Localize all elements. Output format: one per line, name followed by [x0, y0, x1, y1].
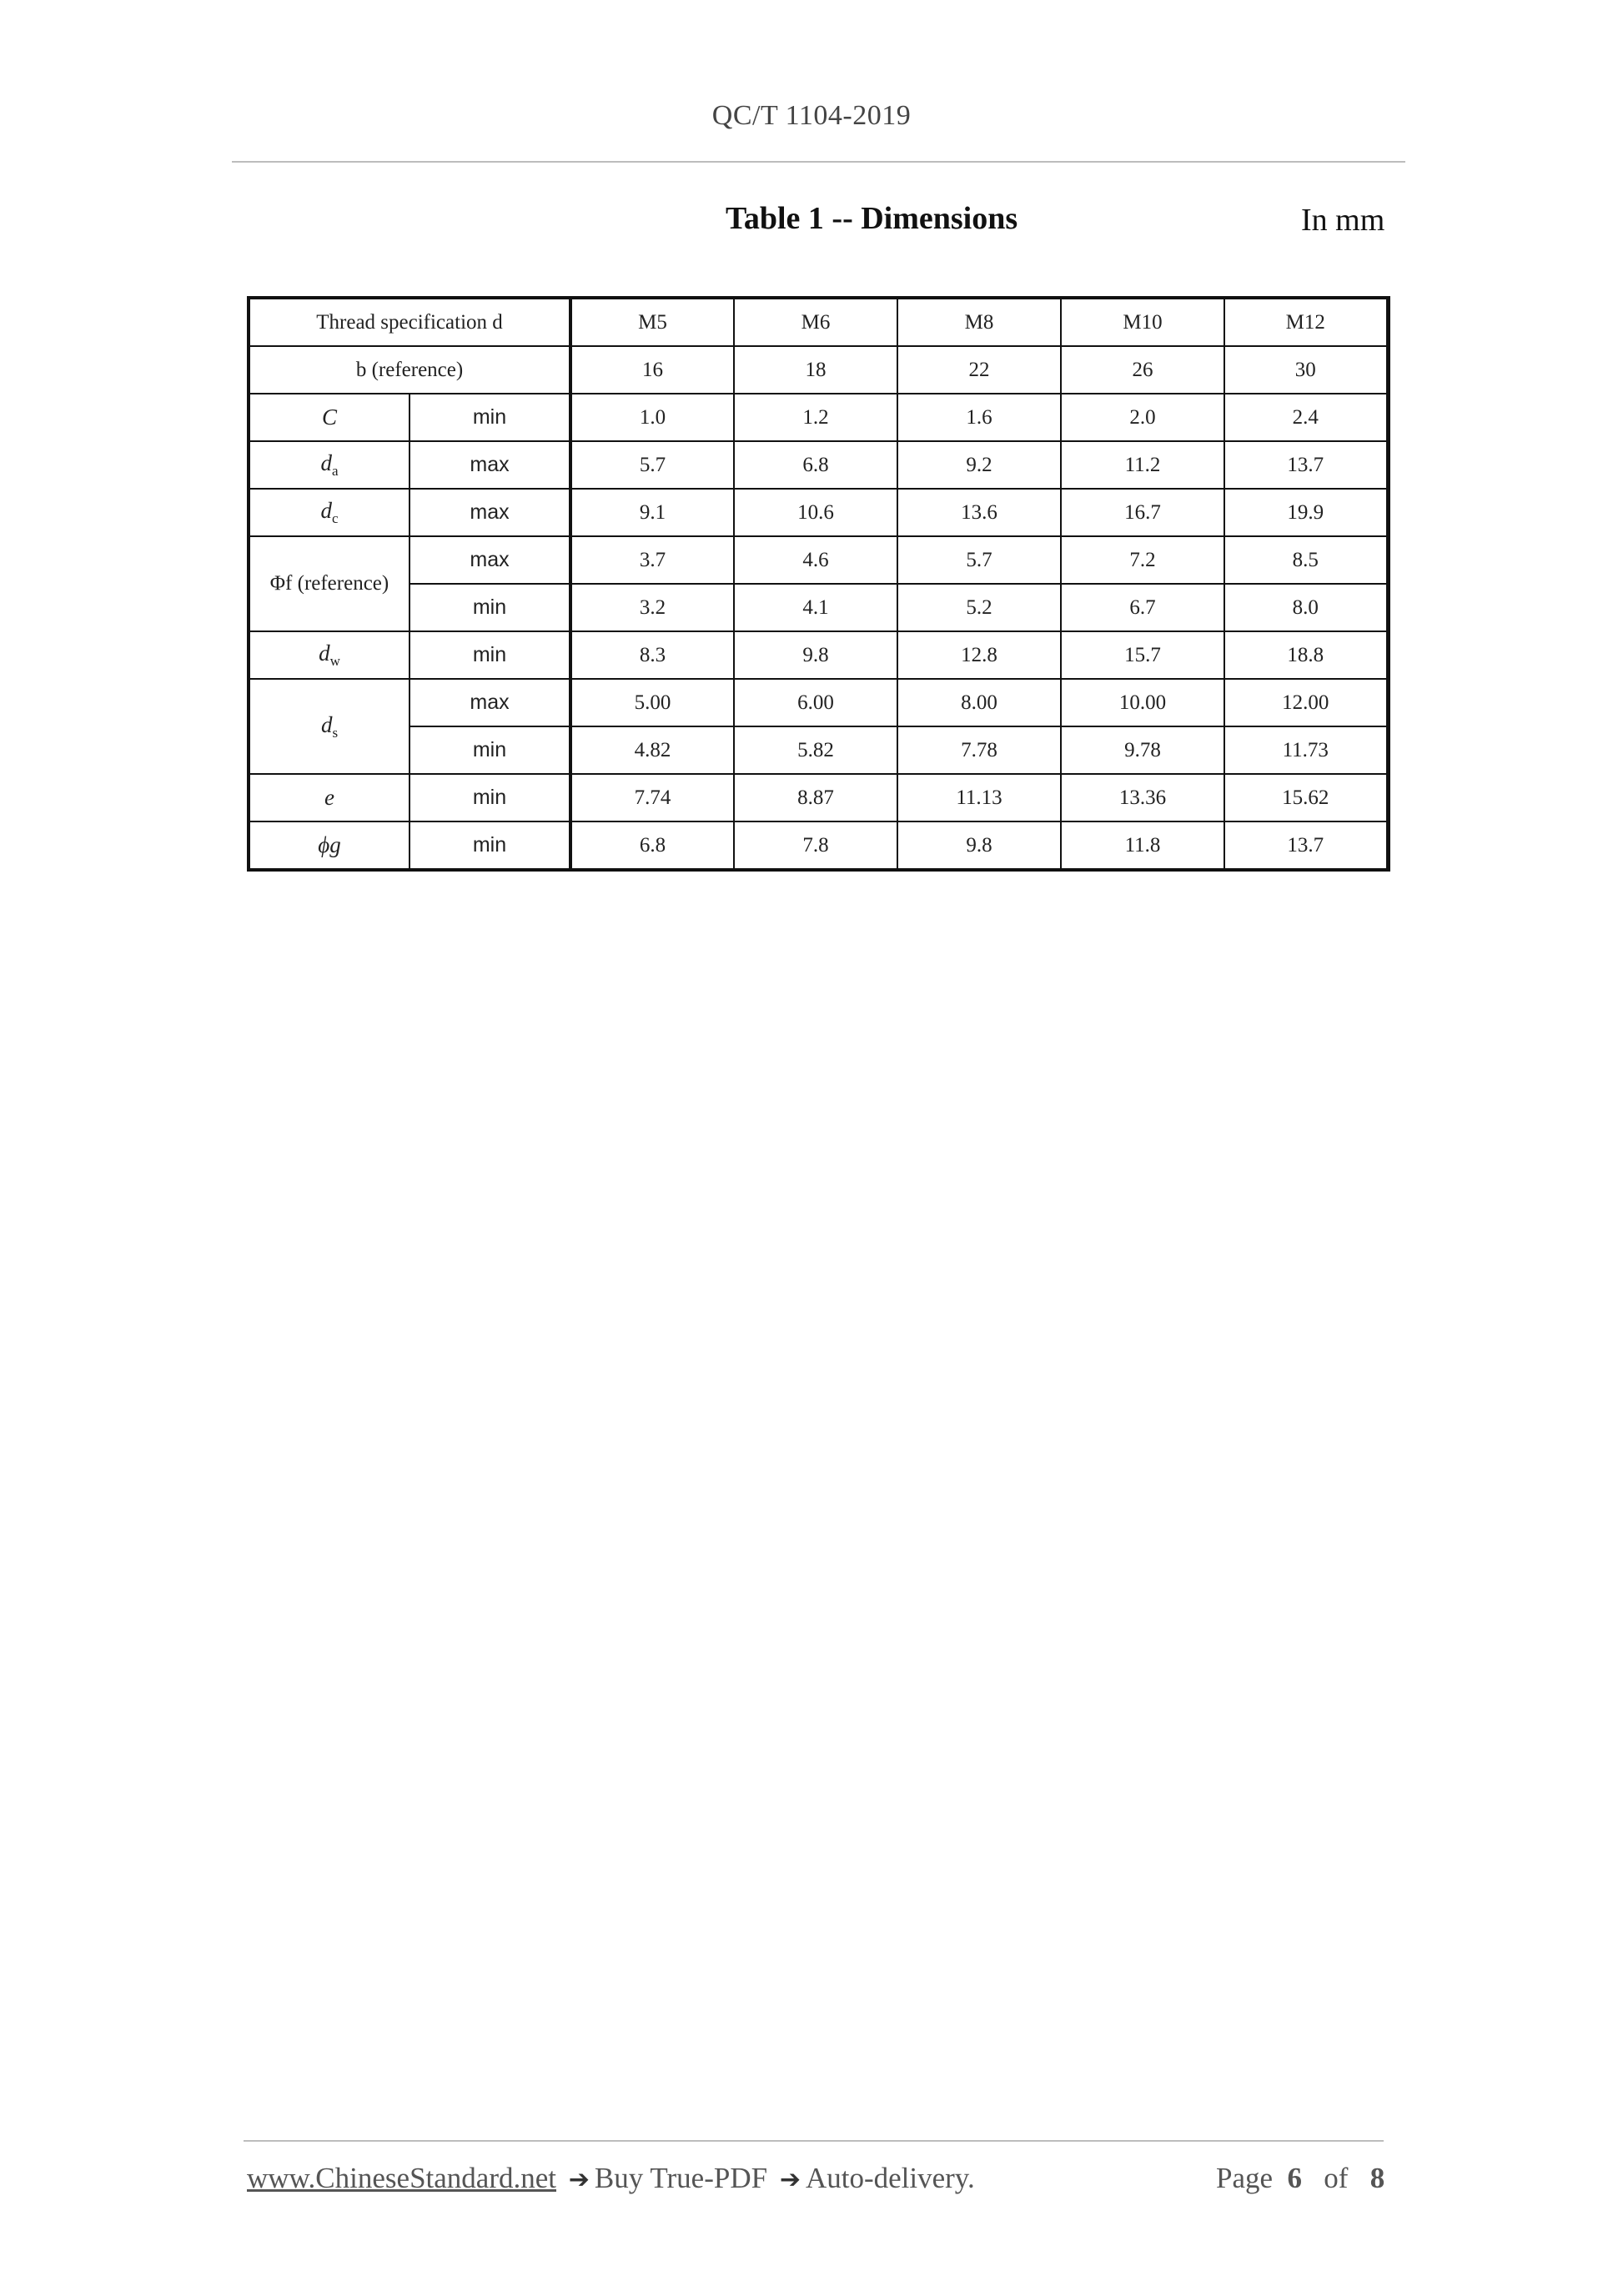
of-word: of: [1324, 2162, 1349, 2194]
row-symbol: [249, 631, 410, 679]
column-header: M6: [734, 298, 897, 346]
table-header-row: [249, 298, 1388, 346]
row-symbol: e: [249, 774, 410, 821]
table-cell: 11.73: [1224, 726, 1388, 774]
table-cell: 22: [897, 346, 1061, 394]
table-cell: 6.8: [734, 441, 897, 489]
table-cell: 7.74: [570, 774, 734, 821]
table-cell: 5.82: [734, 726, 897, 774]
table-row: [249, 774, 1388, 821]
row-limit: max: [410, 441, 570, 489]
table-row: [249, 346, 1388, 394]
page-indicator: [1216, 2162, 1384, 2195]
row-limit: min: [410, 726, 570, 774]
row-symbol: [249, 679, 410, 774]
table-cell: 30: [1224, 346, 1388, 394]
row-limit: min: [410, 631, 570, 679]
header-divider: [232, 161, 1405, 163]
table-cell: 8.3: [570, 631, 734, 679]
table-cell: 2.4: [1224, 394, 1388, 441]
table-cell: 2.0: [1061, 394, 1224, 441]
table-cell: 13.6: [897, 489, 1061, 536]
row-symbol: [249, 489, 410, 536]
table-row: [249, 679, 1388, 726]
table-cell: 16.7: [1061, 489, 1224, 536]
table-cell: 16: [570, 346, 734, 394]
row-limit: max: [410, 536, 570, 584]
table-cell: 12.00: [1224, 679, 1388, 726]
table-cell: 10.6: [734, 489, 897, 536]
table-cell: 5.7: [897, 536, 1061, 584]
table-cell: 10.00: [1061, 679, 1224, 726]
thread-spec-label: Thread specification d: [249, 298, 570, 346]
page-number: 6: [1287, 2162, 1303, 2194]
row-limit: min: [410, 821, 570, 870]
table-cell: 9.8: [897, 821, 1061, 870]
symbol-text: d: [319, 641, 330, 666]
symbol-text: d: [320, 450, 332, 475]
table-cell: 3.2: [570, 584, 734, 631]
table-row: [249, 631, 1388, 679]
column-header: M10: [1061, 298, 1224, 346]
symbol-text: d: [320, 498, 332, 523]
table-cell: 1.2: [734, 394, 897, 441]
table-cell: 8.00: [897, 679, 1061, 726]
row-symbol: ϕg: [249, 821, 410, 870]
table-cell: 13.7: [1224, 821, 1388, 870]
row-symbol: C: [249, 394, 410, 441]
row-label: Φf (reference): [249, 536, 410, 631]
table-row: [249, 536, 1388, 584]
table-cell: 6.8: [570, 821, 734, 870]
table-cell: 12.8: [897, 631, 1061, 679]
table-cell: 9.1: [570, 489, 734, 536]
table-cell: 15.62: [1224, 774, 1388, 821]
buy-pdf-text: Buy True-PDF: [594, 2162, 768, 2194]
table-cell: 9.2: [897, 441, 1061, 489]
table-cell: 5.2: [897, 584, 1061, 631]
table-cell: 11.2: [1061, 441, 1224, 489]
table-cell: 9.78: [1061, 726, 1224, 774]
table-row: [249, 489, 1388, 536]
arrow-right-icon: ➔: [779, 2165, 801, 2194]
table-cell: 18.8: [1224, 631, 1388, 679]
table-cell: 11.13: [897, 774, 1061, 821]
auto-delivery-text: Auto-delivery.: [805, 2162, 975, 2194]
table-cell: 4.1: [734, 584, 897, 631]
table-cell: 6.7: [1061, 584, 1224, 631]
table-cell: 15.7: [1061, 631, 1224, 679]
table-cell: 5.00: [570, 679, 734, 726]
table-cell: 6.00: [734, 679, 897, 726]
table-cell: 1.6: [897, 394, 1061, 441]
table-row: [249, 394, 1388, 441]
row-limit: max: [410, 679, 570, 726]
page-word: Page: [1216, 2162, 1274, 2194]
dimensions-table-wrapper: [247, 296, 1389, 872]
table-row: [249, 584, 1388, 631]
table-cell: 13.7: [1224, 441, 1388, 489]
symbol-subscript: s: [332, 724, 339, 741]
column-header: M12: [1224, 298, 1388, 346]
table-row: [249, 441, 1388, 489]
symbol-subscript: w: [329, 653, 340, 669]
table-cell: 5.7: [570, 441, 734, 489]
table-cell: 13.36: [1061, 774, 1224, 821]
footer-divider: [244, 2140, 1384, 2142]
table-cell: 4.82: [570, 726, 734, 774]
table-cell: 8.0: [1224, 584, 1388, 631]
table-cell: 26: [1061, 346, 1224, 394]
column-header: M8: [897, 298, 1061, 346]
table-unit: In mm: [1301, 203, 1385, 238]
row-symbol: [249, 441, 410, 489]
table-row: [249, 821, 1388, 870]
table-row: [249, 726, 1388, 774]
table-cell: 1.0: [570, 394, 734, 441]
table-cell: 18: [734, 346, 897, 394]
table-caption: Table 1 -- Dimensions: [726, 201, 1018, 236]
row-label: b (reference): [249, 346, 570, 394]
symbol-subscript: c: [331, 510, 339, 526]
arrow-right-icon: ➔: [568, 2165, 590, 2194]
table-cell: 11.8: [1061, 821, 1224, 870]
table-cell: 7.78: [897, 726, 1061, 774]
row-limit: max: [410, 489, 570, 536]
row-limit: min: [410, 774, 570, 821]
table-cell: 8.5: [1224, 536, 1388, 584]
table-cell: 7.2: [1061, 536, 1224, 584]
row-limit: min: [410, 584, 570, 631]
footer-promo: [247, 2162, 975, 2195]
row-limit: min: [410, 394, 570, 441]
website-link[interactable]: www.ChineseStandard.net: [247, 2162, 556, 2194]
table-cell: 3.7: [570, 536, 734, 584]
symbol-text: d: [320, 711, 333, 737]
standard-id-header: QC/T 1104-2019: [711, 100, 912, 131]
column-header: M5: [570, 298, 734, 346]
table-cell: 4.6: [734, 536, 897, 584]
total-pages: 8: [1369, 2162, 1385, 2194]
table-cell: 8.87: [734, 774, 897, 821]
dimensions-table: [247, 296, 1390, 872]
symbol-subscript: a: [331, 463, 339, 479]
table-cell: 9.8: [734, 631, 897, 679]
table-cell: 19.9: [1224, 489, 1388, 536]
table-cell: 7.8: [734, 821, 897, 870]
